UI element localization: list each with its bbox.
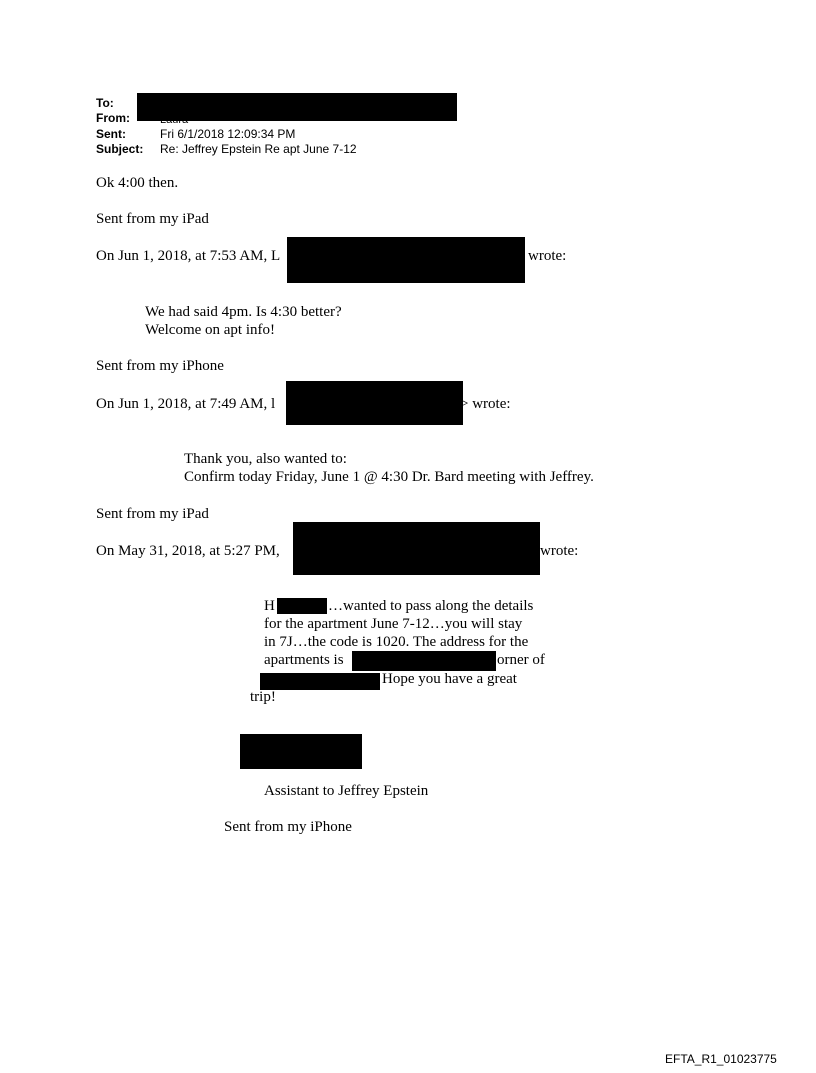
quote-header-1: On Jun 1, 2018, at 7:53 AM, L — [96, 248, 281, 264]
bates-number: EFTA_R1_01023775 — [665, 1052, 777, 1066]
to-label: To: — [96, 96, 114, 110]
message-line: Confirm today Friday, June 1 @ 4:30 Dr. Bard meeting with Jeffrey. — [184, 469, 594, 485]
sent-label: Sent: — [96, 127, 126, 141]
sent-value: Fri 6/1/2018 12:09:34 PM — [160, 127, 296, 141]
message-line: Welcome on apt info! — [145, 322, 275, 338]
message-line: trip! — [250, 689, 276, 705]
redaction-address-2 — [260, 673, 380, 690]
message-line: for the apartment June 7-12…you will stay — [264, 616, 523, 632]
signature-iphone-2: Sent from my iPhone — [224, 819, 352, 835]
redaction-sender-3 — [293, 522, 540, 575]
message-line: …wanted to pass along the details — [328, 598, 534, 614]
message-greeting: H — [264, 598, 275, 614]
reply-text: Ok 4:00 then. — [96, 175, 179, 191]
assistant-title: Assistant to Jeffrey Epstein — [264, 783, 429, 799]
redaction-signature-name — [240, 734, 362, 769]
signature-ipad-1: Sent from my iPad — [96, 211, 209, 227]
redaction-sender-1 — [287, 237, 525, 283]
message-line: Thank you, also wanted to: — [184, 451, 347, 467]
quote-header-3: On May 31, 2018, at 5:27 PM, — [96, 543, 280, 559]
redaction-name — [277, 598, 327, 614]
quote-header-3-wrote: wrote: — [540, 543, 579, 559]
from-label: From: — [96, 111, 130, 125]
subject-value: Re: Jeffrey Epstein Re apt June 7-12 — [160, 142, 357, 156]
message-line: We had said 4pm. Is 4:30 better? — [145, 304, 342, 320]
message-line: orner of — [497, 652, 545, 668]
subject-label: Subject: — [96, 142, 144, 156]
message-line: Hope you have a great — [382, 671, 517, 687]
message-line: apartments is — [264, 652, 344, 668]
quote-header-2-wrote: > wrote: — [460, 396, 511, 412]
redaction-to-from — [137, 93, 457, 121]
message-line: in 7J…the code is 1020. The address for the — [264, 634, 529, 650]
signature-ipad-2: Sent from my iPad — [96, 506, 209, 522]
redaction-address — [352, 651, 496, 671]
quote-header-2: On Jun 1, 2018, at 7:49 AM, l — [96, 396, 276, 412]
redaction-sender-2 — [286, 381, 463, 425]
quote-header-1-wrote: wrote: — [528, 248, 567, 264]
signature-iphone-1: Sent from my iPhone — [96, 358, 224, 374]
